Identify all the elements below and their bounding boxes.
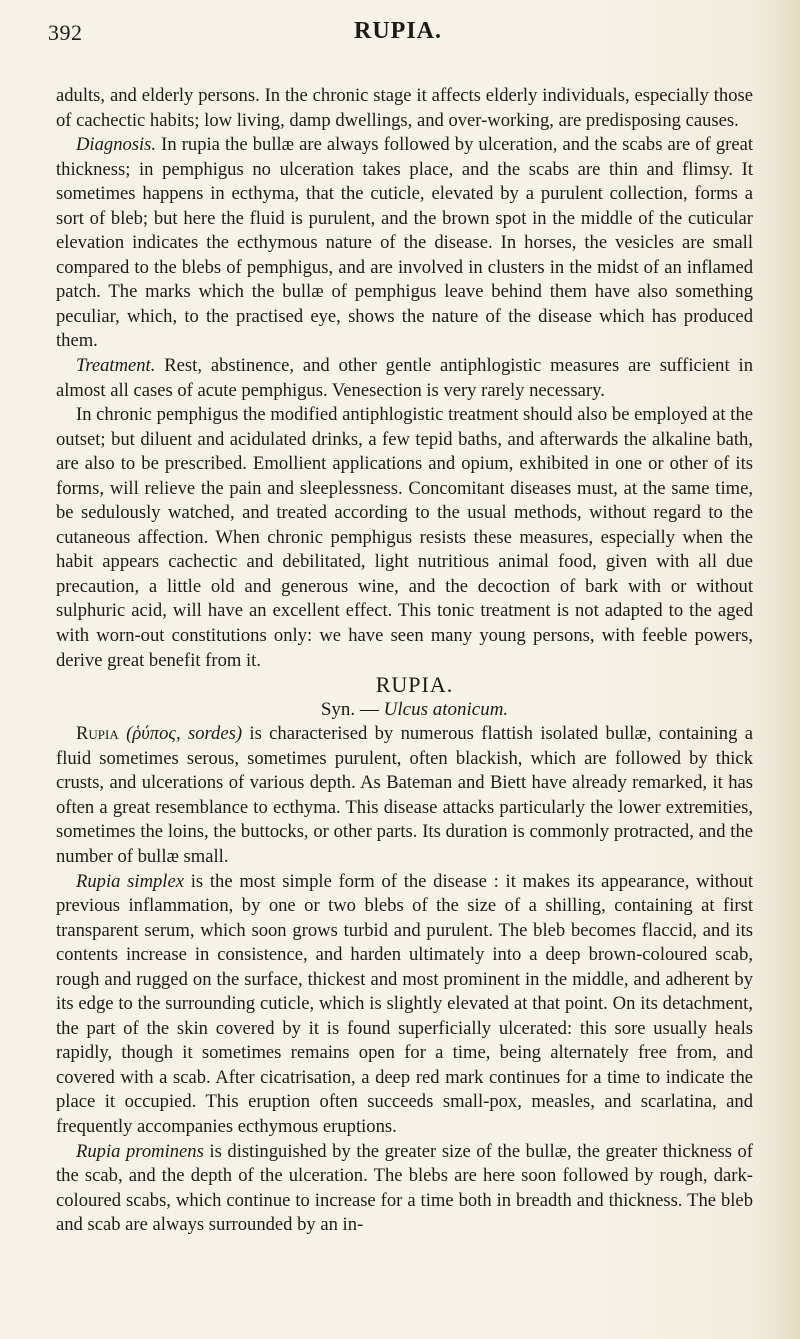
rupia-definition-text: is characterised by numerous flattish isolated bullæ, containing a fluid sometimes serous, sometimes purulent, often blackish, which are followed by thick crusts, and ulcerations of various depth. As Bateman and Biett have already remarked, it has often a great resemblance to ecthyma. This disease attacks particularly the lower extremities, sometimes the loins, the buttocks, or other parts. Its duration is commonly protracted, and the number of bullæ small. <box>56 723 753 867</box>
rupia-prominens-term: Rupia prominens <box>76 1140 204 1162</box>
paragraph-continuation: adults, and elderly persons. In the chronic stage it affects elderly individuals, especially those of cachectic habits; low living, damp dwellings, and over-working, are predisposing causes. <box>56 85 753 131</box>
diagnosis-text: In rupia the bullæ are always followed by ulceration, and the scabs are of great thickness; in pemphigus no ulceration takes place, and the scabs are thin and flimsy. It sometimes happens in ecthyma, that the cuticle, elevated by a purulent collection, forms a sort of bleb; but here the fluid is purulent, and the brown spot in the middle of the cuticular elevation indicates the ecthymous nature of the disease. In horses, the vesicles are small compared to the blebs of pemphigus, and are involved in clusters in the midst of an inflamed patch. The marks which the bullæ of pemphigus leave behind them have also something peculiar, which, to the practised eye, shows the nature of the disease which has produced them. <box>56 134 753 352</box>
treatment-term: Treatment. <box>76 355 156 377</box>
paragraph-treatment <box>56 354 753 403</box>
synonym-term: Ulcus atonicum. <box>383 698 509 720</box>
section-title: RUPIA. <box>375 672 454 698</box>
page-header <box>48 16 748 52</box>
paragraph-chronic-pemphigus: In chronic pemphigus the modified antiphlogistic treatment should also be employed at the outset; but diluent and acidulated drinks, a few tepid baths, and afterwards the alkaline bath, are also to be prescribed. Emollient applications and opium, exhibited in one or other of its forms, will relieve the pain and sleeplessness. Concomitant diseases must, at the same time, be sedulously watched, and treated according to the usual methods, without regard to the cutaneous affection. When chronic pemphigus resists these measures, especially when the habit appears cachectic and debilitated, light nutritious animal food, given with all due precaution, a little old and generous wine, and the decoction of bark with or without sulphuric acid, will have an excellent effect. This tonic treatment is not adapted to the aged with worn-out constitutions only: we have seen many young persons, with feeble powers, derive great benefit from it. <box>56 404 753 671</box>
treatment-text: Rest, abstinence, and other gentle antiphlogistic measures are sufficient in almost all cases of acute pemphigus. Venesection is very rarely necessary. <box>56 355 753 401</box>
rupia-prominens-text: is distinguished by the greater size of the bullæ, the greater thickness of the scab, and the depth of the ulceration. The blebs are here soon followed by rough, dark-coloured scabs, which continue to increase for a time both in breadth and thickness. The bleb and scab are always surrounded by an in- <box>56 1140 753 1236</box>
paragraph-rupia-simplex <box>56 870 753 1140</box>
paragraph-rupia-definition <box>56 722 753 869</box>
paragraph-rupia-prominens <box>56 1140 753 1238</box>
body-text <box>56 84 753 1238</box>
rupia-term: Rupia <box>76 723 119 745</box>
synonym-line <box>56 698 753 723</box>
paragraph-diagnosis <box>56 133 753 354</box>
synonym-prefix: Syn. — <box>320 698 384 720</box>
rupia-simplex-text: is the most simple form of the disease : it makes its appearance, without previous inflammation, by one or two blebs of the size of a shilling, containing at first transparent serum, which soon grows turbid and purulent. The bleb becomes flaccid, and its contents increase in consistence, and harden ultimately into a deep brown-coloured scab, rough and rugged on the surface, thickest and most prominent in the middle, and adherent by its edge to the surrounding cuticle, which is slightly elevated at that point. On its detachment, the part of the skin covered by it is found superficially ulcerated: this sore usually heals rapidly, though it sometimes remains open for a time, being alternately free from, and covered with a scab. After cicatrisation, a deep red mark continues for a time to indicate the place it occupied. This eruption often succeeds small-pox, measles, and scarlatina, and frequently accompanies ecthymous eruptions. <box>56 870 753 1137</box>
rupia-etymology: (ῥύπος, sordes) <box>126 723 243 745</box>
diagnosis-term: Diagnosis. <box>76 134 157 156</box>
running-head: RUPIA. <box>354 18 442 44</box>
page-edge-shadow <box>774 0 800 1339</box>
rupia-simplex-term: Rupia simplex <box>76 870 184 892</box>
page-number: 392 <box>48 20 83 45</box>
